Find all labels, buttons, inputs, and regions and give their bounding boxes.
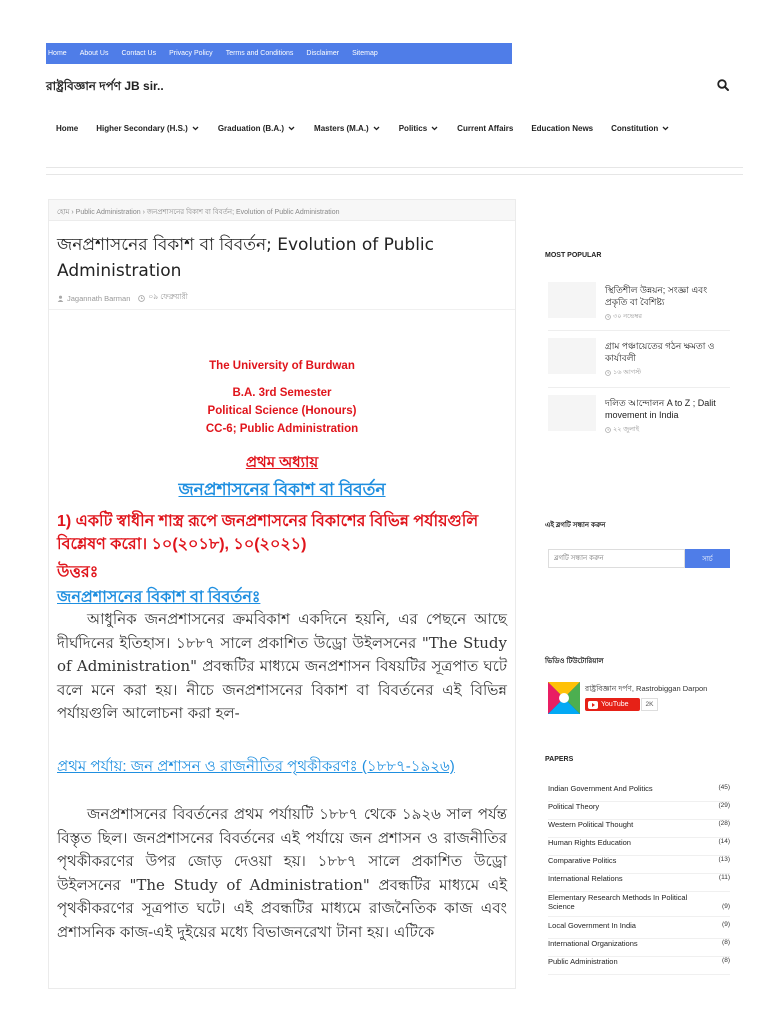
- clock-icon: [605, 314, 611, 320]
- paper-count: (8): [722, 939, 730, 946]
- paper-label[interactable]: Indian Government And Politics: [548, 784, 653, 793]
- video-heading: ভিডিও টিউটোরিয়াল: [545, 658, 604, 665]
- popular-post-3[interactable]: [548, 395, 733, 445]
- channel-logo-icon[interactable]: [548, 682, 580, 714]
- post-thumbnail[interactable]: [548, 395, 596, 431]
- paper-label[interactable]: Comparative Politics: [548, 856, 617, 865]
- clock-icon: [605, 427, 611, 433]
- user-icon: [57, 295, 64, 302]
- post-date: ০৯ ফেব্রুয়ারী: [148, 292, 188, 301]
- paper-count: (28): [718, 820, 730, 827]
- popular-post-date: [605, 424, 639, 435]
- paper-item-international-organizations[interactable]: [548, 939, 730, 957]
- header-divider: [46, 167, 743, 175]
- topbar-link-sitemap[interactable]: Sitemap: [352, 50, 378, 57]
- chevron-down-icon: [287, 124, 296, 133]
- main-nav: [56, 121, 688, 135]
- search-input[interactable]: [548, 549, 685, 568]
- paper-count: (8): [722, 957, 730, 964]
- topbar-link-disclaimer[interactable]: Disclaimer: [306, 50, 340, 57]
- post-author[interactable]: Jagannath Barman: [67, 293, 131, 303]
- paper-count: (11): [718, 874, 730, 881]
- answer-label: উত্তরঃ: [57, 564, 99, 581]
- search-icon[interactable]: [716, 78, 730, 92]
- paper-label[interactable]: International Relations: [548, 874, 623, 883]
- channel-name[interactable]: রাষ্ট্রবিজ্ঞান দর্পণ, Rastrobiggan Darpon: [585, 684, 708, 693]
- post-container: [48, 199, 516, 989]
- papers-heading: PAPERS: [545, 756, 574, 763]
- paper-count: (29): [718, 802, 730, 809]
- semester-line: B.A. 3rd Semester: [232, 387, 332, 399]
- paper-count: (13): [718, 856, 730, 863]
- youtube-subscribe-button[interactable]: [585, 698, 640, 711]
- topbar-link-terms[interactable]: Terms and Conditions: [225, 50, 294, 57]
- nav-item-education-news[interactable]: [531, 124, 593, 133]
- subscriber-count: 2K: [641, 698, 658, 711]
- paragraph-2: জনপ্রশাসনের বিবর্তনের প্রথম পর্যায়টি ১৮৮৭ থেকে ১৯২৬ সাল পর্যন্ত বিস্তৃত ছিল। জনপ্রশাসনের বিবর্তনের এই পর্যায়ে জন প্রশাসন ও রাজনীতির পৃথকীকরণের উপর জোড় দেওয়া হয়। ১৮৮৭ সালে প্রকাশিত উড্রো উইলসনের "The Study of Administration" প্রবন্ধটির মাধ্যমে এই পৃথকীকরণের সূত্রপাত ঘটে। এই প্রবন্ধটির মাধ্যমে রাজনৈতিক কাজ এবং প্রশাসনিক কাজ-এই দুইয়ের মধ্যে বিভাজনরেখা টানা হয়। এটিকে: [57, 805, 507, 941]
- site-title[interactable]: রাষ্ট্রবিজ্ঞান দর্পণ JB sir..: [46, 79, 164, 93]
- paper-label[interactable]: Human Rights Education: [548, 838, 631, 847]
- meta-divider: [49, 309, 515, 310]
- paper-item-western-thought[interactable]: [548, 820, 730, 838]
- paper-count: (45): [718, 784, 730, 791]
- popular-post-title[interactable]: স্থিতিশীল উন্নয়ন; সংজ্ঞা এবং প্রকৃতি বা বৈশিষ্ট্য: [605, 285, 708, 307]
- youtube-label: YouTube: [601, 701, 629, 708]
- paper-label[interactable]: Local Government In India: [548, 921, 636, 930]
- popular-post-title[interactable]: দলিত আন্দোলন A to Z ; Dalit movement in India: [605, 398, 716, 420]
- post-meta: [57, 292, 188, 304]
- phase-heading: প্রথম পর্যায়: জন প্রশাসন ও রাজনীতির পৃথকীকরণঃ (১৮৮৭-১৯২৬): [57, 758, 455, 775]
- post-title: জনপ্রশাসনের বিকাশ বা বিবর্তন; Evolution of Public Administration: [57, 235, 434, 281]
- university-line: The University of Burdwan: [209, 360, 355, 372]
- most-popular-heading: MOST POPULAR: [545, 252, 602, 259]
- nav-item-label: Home: [56, 123, 79, 133]
- nav-item-label: Masters (M.A.): [314, 123, 369, 133]
- paper-item-indian-government[interactable]: [548, 784, 730, 802]
- nav-item-higher-secondary[interactable]: [96, 124, 200, 133]
- paper-item-human-rights[interactable]: [548, 838, 730, 856]
- chapter-heading: প্রথম অধ্যায়: [245, 454, 319, 471]
- paper-count: (14): [718, 838, 730, 845]
- nav-item-label: Constitution: [611, 123, 659, 133]
- nav-item-politics[interactable]: [399, 124, 439, 133]
- popular-post-2[interactable]: [548, 338, 733, 388]
- clock-icon: [605, 370, 611, 376]
- question-text: 1) একটি স্বাধীন শাস্ত্র রূপে জনপ্রশাসনের বিকাশের বিভিন্ন পর্যায়গুলি বিশ্লেষণ করো। ১০(২০১৮), ১০(২০২১): [57, 513, 479, 553]
- topbar-link-privacy[interactable]: Privacy Policy: [169, 50, 213, 57]
- chevron-down-icon: [191, 124, 200, 133]
- popular-post-date-text: ১৬ আগস্ট: [613, 369, 641, 376]
- chevron-down-icon: [372, 124, 381, 133]
- popular-post-1[interactable]: [548, 282, 733, 332]
- nav-item-current-affairs[interactable]: [457, 124, 513, 133]
- top-bar: [46, 43, 512, 64]
- subject-line: Political Science (Honours): [207, 405, 357, 417]
- paper-item-political-theory[interactable]: [548, 802, 730, 820]
- divider: [548, 387, 730, 388]
- paper-item-public-administration[interactable]: [548, 957, 730, 975]
- nav-item-label: Politics: [398, 123, 428, 133]
- nav-item-graduation[interactable]: [218, 124, 296, 133]
- nav-item-home[interactable]: [56, 124, 78, 133]
- breadcrumb[interactable]: হোম › Public Administration › জনপ্রশাসনের বিকাশ বা বিবর্তন; Evolution of Public Administration: [49, 200, 515, 221]
- paper-label[interactable]: International Organizations: [548, 939, 638, 948]
- chevron-down-icon: [661, 124, 670, 133]
- nav-item-masters[interactable]: [314, 124, 381, 133]
- paper-label[interactable]: Political Theory: [548, 802, 600, 811]
- chevron-down-icon: [430, 124, 439, 133]
- section-heading: জনপ্রশাসনের বিকাশ বা বিবর্তনঃ: [57, 589, 261, 606]
- paper-count: (9): [722, 921, 730, 928]
- nav-item-constitution[interactable]: [611, 124, 670, 133]
- popular-post-date-text: ৩০ নভেম্বর: [613, 313, 642, 320]
- paper-item-international-relations[interactable]: [548, 874, 730, 892]
- post-thumbnail[interactable]: [548, 282, 596, 318]
- topbar-link-about[interactable]: About Us: [79, 50, 109, 57]
- paper-item-comparative-politics[interactable]: [548, 856, 730, 874]
- paper-count: (9): [722, 903, 730, 910]
- chapter-subheading: জনপ্রশাসনের বিকাশ বা বিবর্তন: [178, 480, 386, 499]
- paper-label[interactable]: Western Political Thought: [548, 820, 634, 829]
- nav-item-label: Graduation (B.A.): [217, 123, 285, 133]
- divider: [548, 330, 730, 331]
- topbar-link-contact[interactable]: Contact Us: [121, 50, 157, 57]
- nav-item-label: Education News: [531, 123, 594, 133]
- popular-post-date: [605, 311, 642, 322]
- popular-post-title[interactable]: গ্রাম পঞ্চায়েতের গঠন ক্ষমতা ও কার্যাবলী: [605, 341, 715, 363]
- popular-post-date-text: ২২ জুলাই: [613, 426, 640, 433]
- course-line: CC-6; Public Administration: [205, 423, 359, 435]
- paragraph-1: আধুনিক জনপ্রশাসনের ক্রমবিকাশ একদিনে হয়নি, এর পেছনে আছে দীর্ঘদিনের ইতিহাস। ১৮৮৭ সালে প্রকাশিত উড্রো উইলসনের "The Study of Administration" প্রবন্ধটির মাধ্যমে জনপ্রশাসন বিষয়টির সূত্রপাত ঘটে বলে মনে করা হয়। নীচে জনপ্রশাসনের বিকাশ বা বিবর্তনের এই বিভিন্ন পর্যায়গুলি আলোচনা করা হল-: [57, 610, 507, 723]
- nav-item-label: Higher Secondary (H.S.): [96, 123, 188, 133]
- paper-item-local-government[interactable]: [548, 921, 730, 939]
- paper-label[interactable]: Elementary Research Methods In Political Science: [548, 893, 688, 911]
- nav-item-label: Current Affairs: [457, 123, 514, 133]
- clock-icon: [138, 295, 145, 302]
- post-thumbnail[interactable]: [548, 338, 596, 374]
- popular-post-date: [605, 367, 641, 378]
- paper-item-research-methods[interactable]: [548, 893, 730, 917]
- search-heading: এই ব্লগটি সন্ধান করুন: [545, 522, 606, 529]
- youtube-play-icon: [588, 701, 598, 709]
- paper-label[interactable]: Public Administration: [548, 957, 618, 966]
- topbar-link-home[interactable]: Home: [48, 50, 67, 57]
- search-button[interactable]: সার্চ: [685, 549, 730, 568]
